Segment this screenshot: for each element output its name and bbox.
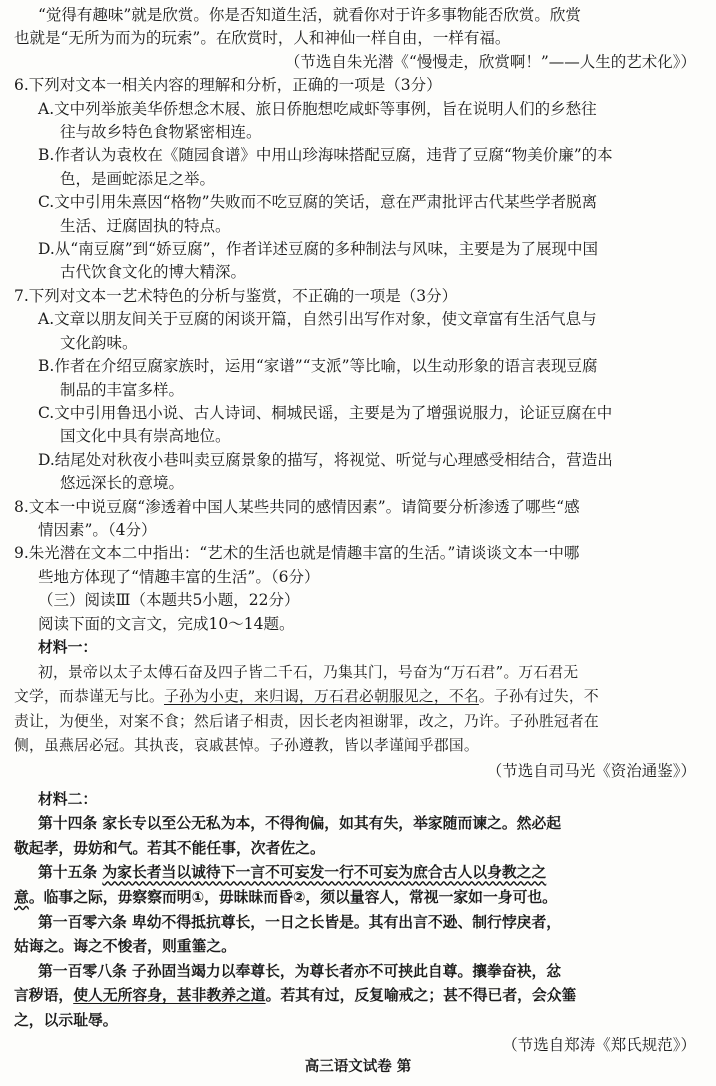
footer-label: 高三语文试卷 第 (304, 1059, 412, 1075)
q7-option-b: B.作者在介绍豆腐家族时，运用“家谱”“支派”等比喻，以生动形象的语言表现豆腐 (38, 357, 598, 376)
page-footer (0, 1055, 716, 1076)
question-8 (14, 496, 700, 543)
q7-option-c-cont: 国文化中具有崇高地位。 (60, 427, 231, 446)
article-15-wavy-sentence: 为家长者当以诚待下一言不可妄发一行不可妄为庶合古人以身教之之 (102, 864, 547, 882)
material-2-article-106: 第一百零六条 卑幼不得抵抗尊长，一日之长皆是。其有出言不逊、制行悖戾者， (38, 913, 562, 931)
q8-line-1: 8.文本一中说豆腐“渗透着中国人某些共同的感情因素”。请简要分析渗透了哪些“感 (14, 497, 580, 516)
material-2-article-108-cont (14, 984, 700, 1009)
material-1-line-4: 侧，虽燕居必冠。其执丧，哀戚甚悼。子孙遵教，皆以孝谨闻乎郡国。 (14, 737, 479, 755)
q7-stem: 7.下列对文本一艺术特色的分析与鉴赏，不正确的一项是（3分） (14, 286, 458, 305)
material-1-label: 材料一： (38, 638, 98, 656)
article-108-text: 。若其有过，反复喻戒之；甚不得已者，会众箠 (265, 987, 577, 1005)
material-1-text: 文学，而恭谨无与比。 (14, 688, 164, 706)
material-2-article-108-end: 之，以示耻辱。 (14, 1011, 118, 1029)
q7-option-d-cont: 悠远深长的意境。 (60, 474, 185, 493)
material-1-text: 。子孙有过失，不 (478, 688, 599, 706)
question-9 (14, 542, 700, 589)
q9-line-1: 9.朱光潜在文本二中指出：“艺术的生活也就是情趣丰富的生活。”请谈谈文本一中哪 (14, 544, 580, 563)
material-2-label: 材料二： (38, 790, 98, 808)
q6-option-d: D.从“南豆腐”到“娇豆腐”，作者详述豆腐的多种制法与风味，主要是为了展现中国 (38, 240, 599, 259)
material-1-source: （节选自司马光《资治通鉴》） (486, 761, 696, 780)
article-108-underlined-sentence: 使人无所容身，甚非教养之道 (73, 987, 266, 1005)
section-3-header (14, 589, 700, 636)
q8-line-2: 情因素”。（4分） (38, 520, 157, 539)
q7-option-a: A.文章以朋友间关于豆腐的闲谈开篇，自然引出写作对象，使文章富有生活气息与 (38, 310, 597, 329)
section-3-instruction: 阅读下面的文言文，完成10～14题。 (38, 614, 295, 633)
q7-option-d: D.结尾处对秋夜小巷叫卖豆腐景象的描写，将视觉、听觉与心理感受相结合，营造出 (38, 450, 613, 469)
material-1-line-3: 责让，为便坐，对案不食；然后诸子相责，因长老肉袒谢罪，改之，乃许。子孙胜冠者在 (14, 712, 599, 730)
question-7 (14, 285, 700, 496)
q6-option-b: B.作者认为袁枚在《随园食谱》中用山珍海味搭配豆腐，违背了豆腐“物美价廉”的本 (38, 146, 613, 165)
q6-option-b-cont: 色，是画蛇添足之举。 (60, 169, 216, 188)
intro-block (14, 4, 700, 74)
q6-option-c: C.文中引用朱熹因“格物”失败而不吃豆腐的笑话，意在严肃批评古代某些学者脱离 (38, 193, 598, 212)
section-3-title: （三）阅读Ⅲ（本题共5小题，22分） (38, 591, 300, 610)
q9-line-2: 些地方体现了“情趣丰富的生活”。（6分） (38, 567, 320, 586)
intro-line-1: “觉得有趣味”就是欣赏。你是否知道生活，就看你对于许多事物能否欣赏。欣赏 (38, 6, 581, 24)
article-15-label: 第十五条 (38, 864, 103, 882)
material-1 (14, 636, 700, 784)
q6-option-c-cont: 生活、迂腐固执的特点。 (60, 216, 231, 235)
intro-line-2: 也就是“无所为而为的玩索”。在欣赏时，人和神仙一样自由，一样有福。 (14, 29, 511, 48)
q6-option-a-cont: 往与故乡特色食物紧密相连。 (60, 123, 262, 142)
material-2-article-108: 第一百零八条 子孙固当竭力以奉尊长，为尊长者亦不可挟此自尊。攘拳奋袂，忿 (38, 962, 562, 980)
material-1-underlined-sentence: 子孙为小吏，来归谒，万石君必朝服见之，不名 (163, 688, 479, 706)
material-1-line-2 (14, 685, 700, 710)
article-15-text: 。临事之际，毋察察而明①，毋昧昧而昏②，须以量容人，常视一家如一身可也。 (28, 888, 557, 906)
material-2-article-106-cont: 姑诲之。诲之不悛者，则重箠之。 (14, 938, 236, 956)
article-108-text: 言秽语， (14, 987, 74, 1005)
material-2-article-14: 第十四条 家长专以至公无私为本，不得徇偏，如其有失，举家随而谏之。然必起 (38, 815, 562, 833)
material-1-line-1: 初，景帝以太子太傅石奋及四子皆二千石，乃集其门，号奋为“万石君”。万石君无 (38, 663, 579, 681)
article-15-wavy-end: 意 (14, 888, 29, 906)
question-6 (14, 74, 700, 285)
q7-option-b-cont: 制品的丰富多样。 (60, 380, 185, 399)
material-2-source: （节选自郑涛《郑氏规范》） (502, 1036, 696, 1055)
material-2-article-14-cont: 敬起孝，毋妨和气。若其不能任事，次者佐之。 (14, 839, 325, 857)
q6-option-a: A.文中列举旅美华侨想念木屐、旅日侨胞想吃咸虾等事例，旨在说明人们的乡愁往 (38, 99, 597, 118)
intro-source: （节选自朱光潜《“慢慢走，欣赏啊！”——人生的艺术化》） (284, 52, 696, 71)
material-2 (14, 788, 700, 1059)
q7-option-c: C.文中引用鲁迅小说、古人诗词、桐城民谣，主要是为了增强说服力，论证豆腐在中 (38, 403, 613, 422)
material-2-article-15-cont (14, 886, 700, 911)
q6-stem: 6.下列对文本一相关内容的理解和分析，正确的一项是（3分） (14, 76, 442, 95)
q6-option-d-cont: 古代饮食文化的博大精深。 (60, 263, 247, 282)
material-2-article-15 (14, 861, 700, 886)
q7-option-a-cont: 文化韵味。 (60, 333, 138, 352)
